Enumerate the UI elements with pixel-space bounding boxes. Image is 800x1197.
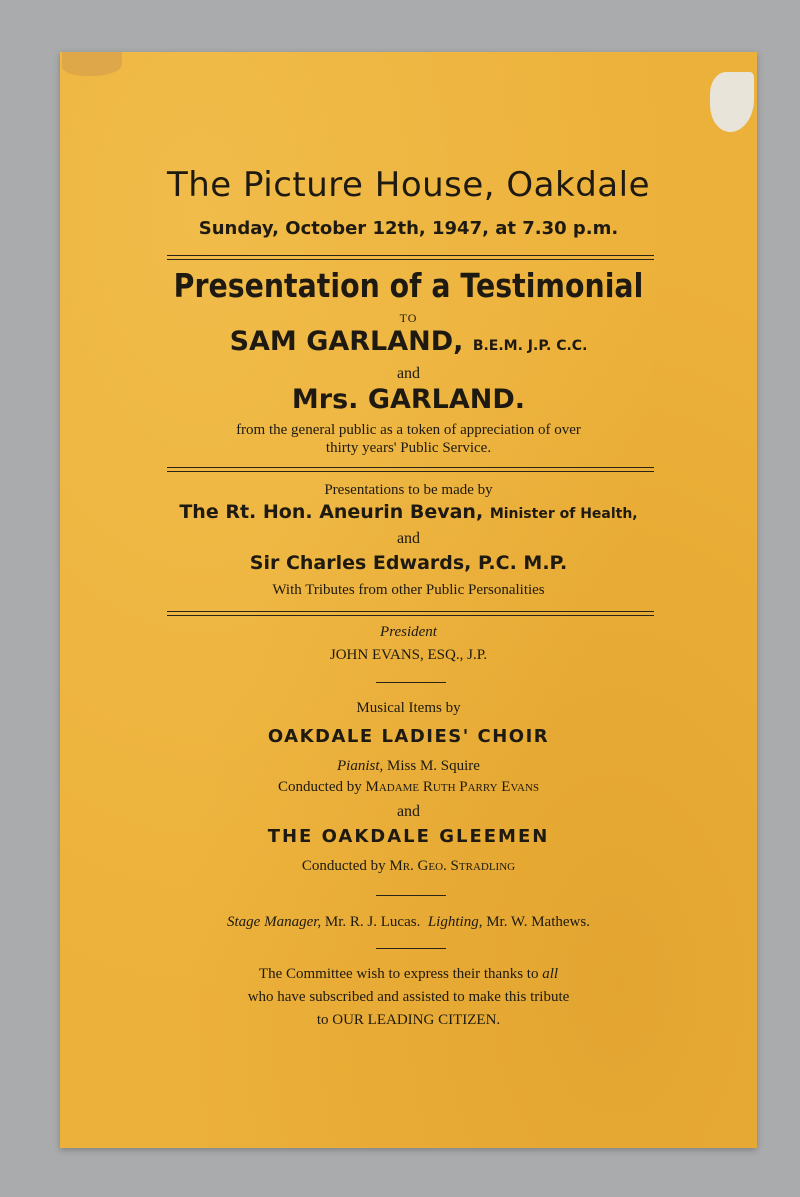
presenter-1-name: The Rt. Hon. Aneurin Bevan, <box>179 501 484 523</box>
pianist-line <box>60 758 757 775</box>
recipient-honours: B.E.M. J.P. C.C. <box>472 338 588 354</box>
gleemen-conductor-line <box>60 858 757 875</box>
paper-tear <box>710 72 754 132</box>
stage-manager-name: Mr. R. J. Lucas. <box>324 914 421 930</box>
crew-line <box>60 914 757 931</box>
headline: Presentation of a Testimonial <box>173 266 644 305</box>
recipient2-name: Mrs. GARLAND. <box>291 384 526 415</box>
event-date: Sunday, October 12th, 1947, at 7.30 p.m. <box>198 218 619 239</box>
choir-name: OAKDALE LADIES' CHOIR <box>267 726 550 747</box>
and-label: and <box>396 530 421 547</box>
short-divider <box>376 895 446 896</box>
and-label: and <box>396 365 421 382</box>
thanks-line-2: who have subscribed and assisted to make this tribute <box>247 989 570 1005</box>
musical-items-label: Musical Items by <box>356 700 461 716</box>
choir-conductor-name: Madame Ruth Parry Evans <box>365 779 540 795</box>
to-label: TO <box>399 311 418 325</box>
recipient-name <box>60 326 757 357</box>
thanks-line-1 <box>60 966 757 983</box>
tributes-line: With Tributes from other Public Personalities <box>272 582 545 598</box>
presenter-1-title: Minister of Health, <box>489 506 638 522</box>
president-name: JOHN EVANS, ESQ., J.P. <box>329 647 488 663</box>
programme-sheet <box>60 52 757 1148</box>
president-label: President <box>380 624 437 640</box>
lighting-name: Mr. W. Mathews. <box>486 914 590 930</box>
divider <box>167 467 654 472</box>
pianist-name: Miss M. Squire <box>387 758 480 774</box>
gleemen-name: THE OAKDALE GLEEMEN <box>267 826 550 847</box>
dedication-line-1: from the general public as a token of appreciation of over <box>236 422 581 438</box>
pianist-label: Pianist, <box>337 758 384 774</box>
dedication-line-2: thirty years' Public Service. <box>325 440 492 456</box>
presentations-label: Presentations to be made by <box>324 482 493 498</box>
thanks-line-1-text: The Committee wish to express their thanks to <box>258 966 539 982</box>
presenter-2: Sir Charles Edwards, P.C. M.P. <box>249 552 568 574</box>
stage-manager-label: Stage Manager, <box>227 914 322 930</box>
presenter-1 <box>60 501 757 523</box>
choir-conductor-line <box>60 779 757 796</box>
conducted-by-label: Conducted by <box>277 779 362 795</box>
venue-title: The Picture House, Oakdale <box>166 165 650 205</box>
divider <box>167 611 654 616</box>
divider <box>167 255 654 260</box>
paper-stain <box>62 52 122 76</box>
recipient-name-text: SAM GARLAND, <box>229 326 464 357</box>
conducted-by-label: Conducted by <box>301 858 386 874</box>
short-divider <box>376 948 446 949</box>
short-divider <box>376 682 446 683</box>
thanks-emphasis: all <box>542 966 559 982</box>
lighting-label: Lighting, <box>427 914 483 930</box>
thanks-line-3: to OUR LEADING CITIZEN. <box>316 1012 501 1028</box>
gleemen-conductor-name: Mr. Geo. Stradling <box>389 858 516 874</box>
and-label: and <box>396 803 421 820</box>
